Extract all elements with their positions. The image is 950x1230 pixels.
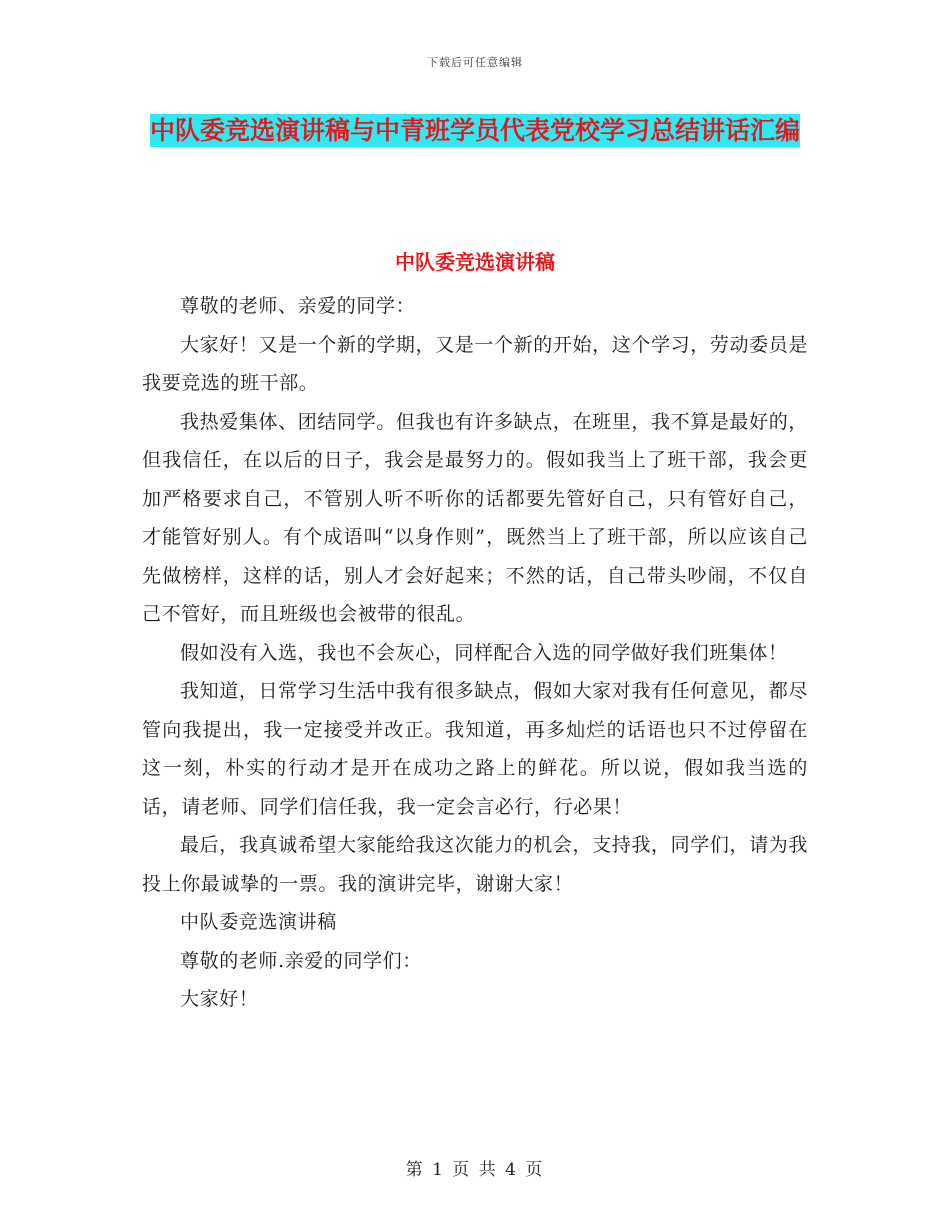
section-title: 中队委竞选演讲稿	[395, 250, 555, 274]
document-body	[142, 287, 808, 1019]
paragraph-shortcomings: 我知道，日常学习生活中我有很多缺点，假如大家对我有任何意见，都尽管向我提出，我一定接受并改正。我知道，再多灿烂的话语也只不过停留在这一刻，朴实的行动才是开在成功之路上的鲜花。所以说，假如我当选的话，请老师、同学们信任我，我一定会言必行，行必果！	[142, 680, 808, 818]
paragraph-salutation: 尊敬的老师、亲爱的同学：	[180, 295, 416, 317]
paragraph-not-elected: 假如没有入选，我也不会灰心，同样配合入选的同学做好我们班集体！	[180, 641, 788, 664]
paragraph-second-salutation: 尊敬的老师.亲爱的同学们：	[180, 949, 422, 972]
paragraph-greeting: 大家好！又是一个新的学期，又是一个新的开始，这个学习，劳动委员是我要竞选的班干部。	[142, 333, 808, 394]
paragraph-closing: 最后，我真诚希望大家能给我这次能力的机会，支持我，同学们，请为我投上你最诚挚的一票。我的演讲完毕，谢谢大家！	[142, 834, 808, 895]
paragraph-self-intro: 我热爱集体、团结同学。但我也有许多缺点，在班里，我不算是最好的，但我信任，在以后的日子，我会是最努力的。假如我当上了班干部，我会更加严格要求自己，不管别人听不听你的话都要先管好自己，只有管好自己，才能管好别人。有个成语叫“以身作则”，既然当上了班干部，所以应该自己先做榜样，这样的话，别人才会好起来；不然的话，自己带头吵闹，不仅自己不管好，而且班级也会被带的很乱。	[142, 410, 808, 625]
page-header-note: 下载后可任意编辑	[427, 56, 523, 69]
page-number-footer: 第 1 页 共 4 页	[405, 1160, 545, 1180]
document-title-text: 中队委竞选演讲稿与中青班学员代表党校学习总结讲话汇编	[149, 116, 800, 145]
document-title	[140, 108, 810, 154]
paragraph-second-greeting: 大家好！	[180, 988, 259, 1010]
paragraph-second-title: 中队委竞选演讲稿	[180, 911, 337, 933]
